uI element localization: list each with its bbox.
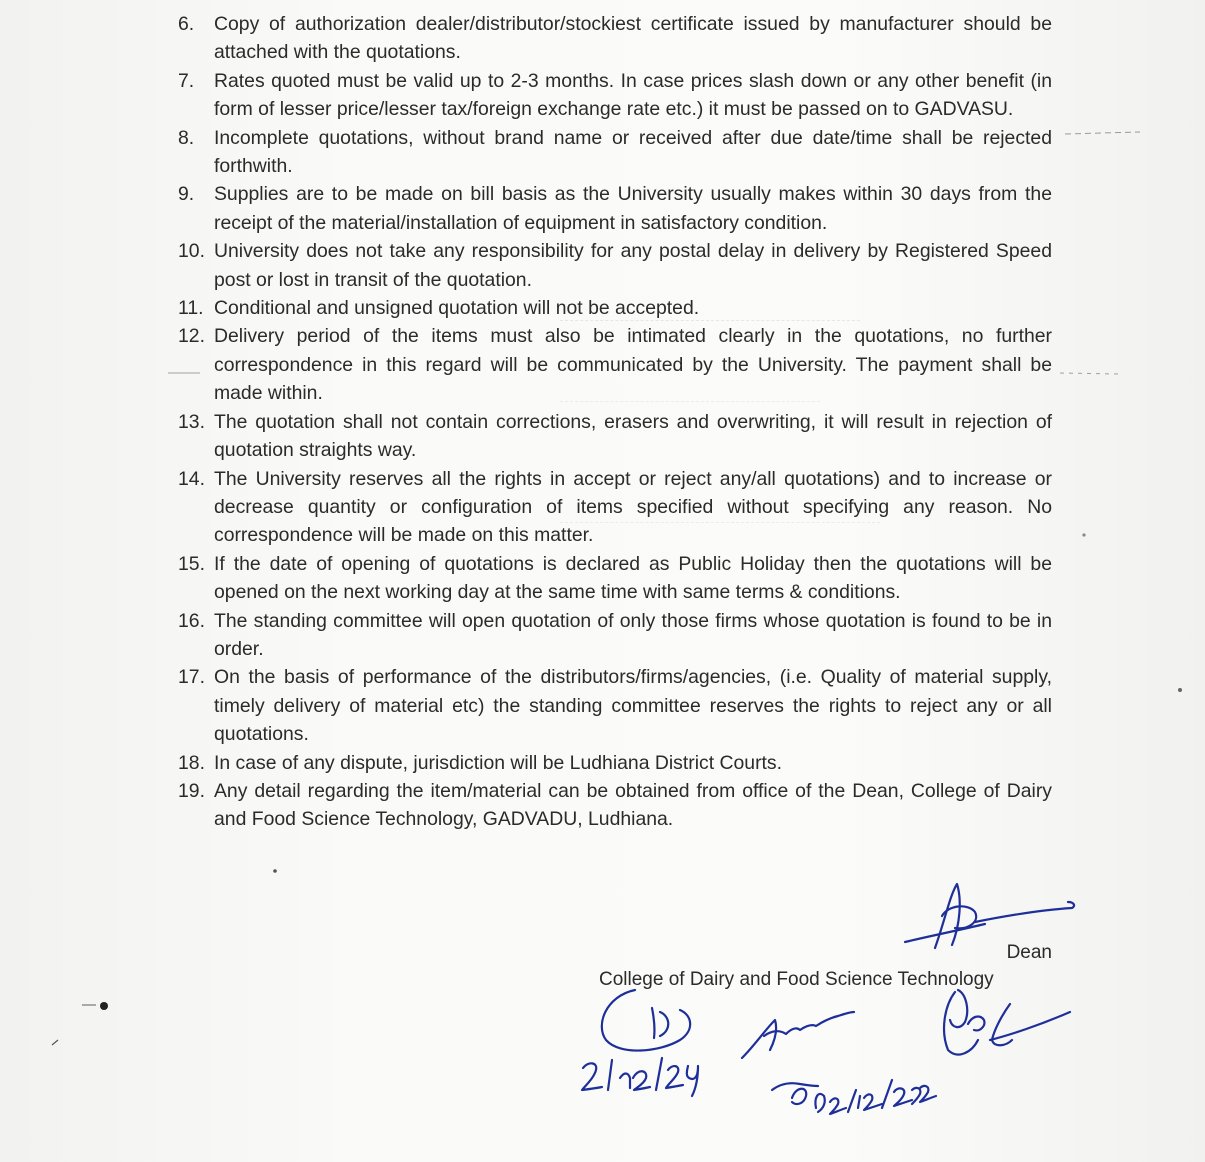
term-text: Incomplete quotations, without brand name or received after due date/time shall be rejected forthwith. bbox=[214, 126, 1052, 178]
term-number: 14. bbox=[178, 467, 205, 490]
term-number: 12. bbox=[178, 325, 205, 348]
term-number: 8. bbox=[178, 126, 195, 149]
term-number: 16. bbox=[178, 609, 205, 632]
signatory-title: Dean bbox=[1006, 942, 1052, 963]
term-text: University does not take any responsibility for any postal delay in delivery by Registered Speed post or lost in transit of the quotation. bbox=[214, 240, 1052, 291]
dean-signature bbox=[905, 884, 1074, 948]
term-number: 11. bbox=[178, 297, 204, 320]
term-number: 15. bbox=[178, 552, 205, 575]
term-text: On the basis of performance of the distributors/firms/agencies, (i.e. Quality of material supply, timely delivery of material etc) the standing committee reserves the rights to reject any or all quotations. bbox=[214, 666, 1052, 746]
term-number: 17. bbox=[178, 666, 205, 689]
term-text: Conditional and unsigned quotation will not be accepted. bbox=[214, 297, 700, 320]
term-number: 10. bbox=[178, 240, 205, 263]
term-text: Copy of authorization dealer/distributor/stockiest certificate issued by manufacturer should be attached with the quotations. bbox=[214, 13, 1052, 64]
signatory-institution: College of Dairy and Food Science Technology bbox=[599, 969, 994, 990]
term-number: 7. bbox=[178, 69, 195, 92]
handwritten-date-2 bbox=[772, 1080, 936, 1114]
term-text: The University reserves all the rights in accept or reject any/all quotations) and to increase or decrease quantity or configuration of items specified without specifying any reason. No correspondence will be made on this matter. bbox=[214, 467, 1052, 547]
initials-signature-3 bbox=[944, 990, 1070, 1055]
term-text: The standing committee will open quotation of only those firms whose quotation is found to be in order. bbox=[214, 609, 1052, 660]
term-text: Any detail regarding the item/material can be obtained from office of the Dean, College of Dairy and Food Science Technology, GADVADU, Ludhiana. bbox=[214, 779, 1052, 831]
term-text: If the date of opening of quotations is declared as Public Holiday then the quotations will be opened on the next working day at the same time with same terms & conditions. bbox=[214, 552, 1052, 604]
term-text: Supplies are to be made on bill basis as the University usually makes within 30 days from the receipt of the material/installation of equipment in satisfactory condition. bbox=[214, 183, 1052, 234]
term-text: The quotation shall not contain corrections, erasers and overwriting, it will result in rejection of quotation straights way. bbox=[214, 410, 1052, 462]
term-number: 19. bbox=[178, 779, 205, 802]
term-number: 18. bbox=[178, 751, 205, 774]
initials-signature-2 bbox=[742, 1012, 854, 1058]
term-text: In case of any dispute, jurisdiction will be Ludhiana District Courts. bbox=[214, 751, 782, 774]
term-number: 9. bbox=[178, 183, 195, 206]
term-number: 13. bbox=[178, 410, 205, 433]
term-number: 6. bbox=[178, 13, 195, 35]
handwritten-date-1 bbox=[582, 1058, 698, 1096]
term-text: Rates quoted must be valid up to 2-3 months. In case prices slash down or any other benefit (in form of lesser price/lesser tax/foreign exchange rate etc.) it must be passed on to GADVASU. bbox=[214, 69, 1052, 121]
term-text: Delivery period of the items must also be intimated clearly in the quotations, no further correspondence in this regard will be communicated by the University. The payment shall be made within. bbox=[214, 325, 1052, 405]
initials-signature-1 bbox=[602, 990, 690, 1051]
